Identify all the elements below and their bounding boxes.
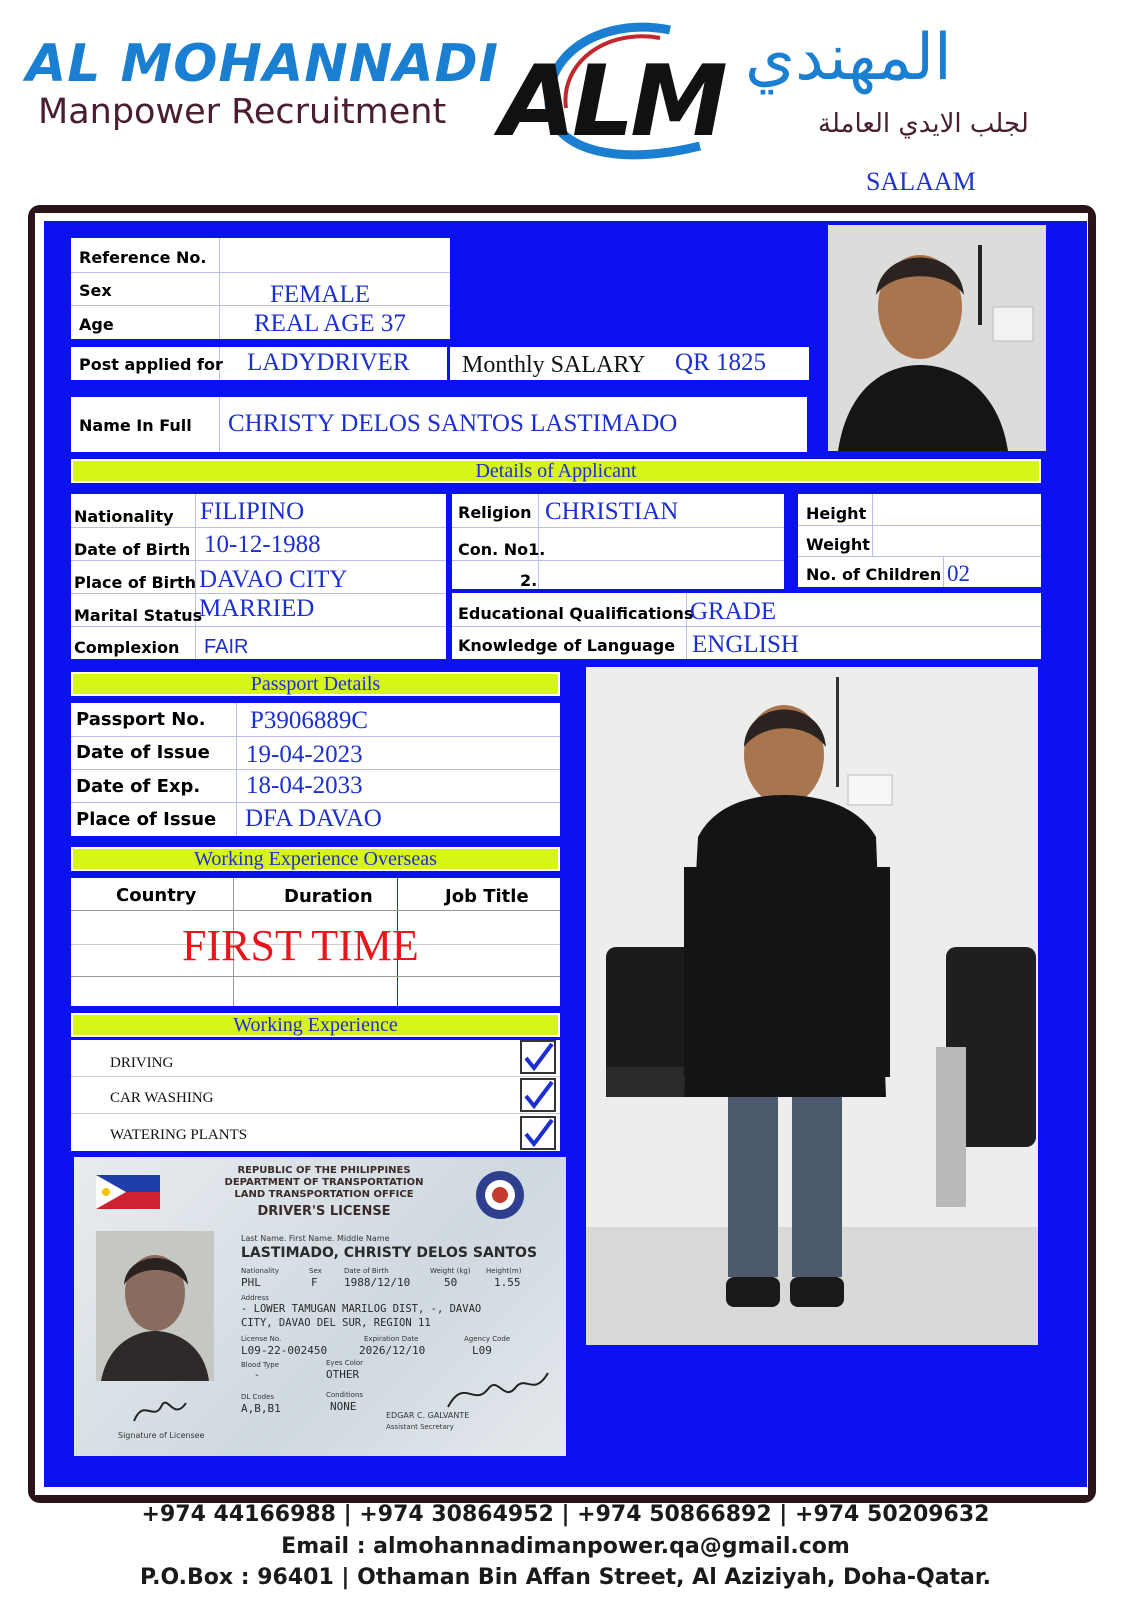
license-signature-caption: Signature of Licensee (118, 1431, 205, 1440)
experience-item: CAR WASHING (110, 1090, 214, 1106)
sex-label: Sex (79, 281, 112, 300)
issue-place-label: Place of Issue (76, 809, 217, 830)
nationality-value: FILIPINO (200, 498, 305, 525)
company-name-ar: المهندي (745, 21, 952, 95)
license-photo (96, 1231, 214, 1381)
religion-label: Religion (458, 503, 532, 522)
license-address-line2: CITY, DAVAO DEL SUR, REGION 11 (241, 1317, 431, 1329)
col-job-title: Job Title (445, 886, 529, 907)
reference-label: Reference No. (79, 248, 207, 267)
license-signatory-title: Assistant Secretary (386, 1423, 454, 1431)
applicant-full-photo (586, 667, 1038, 1345)
overseas-title: Working Experience Overseas (194, 848, 437, 870)
license-weight: 50 (444, 1276, 458, 1289)
license-dob-caption: Date of Birth (344, 1267, 389, 1275)
license-name-caption: Last Name. First Name. Middle Name (241, 1234, 390, 1243)
license-name: LASTIMADO, CHRISTY DELOS SANTOS (241, 1245, 538, 1261)
complexion-label: Complexion (74, 638, 180, 657)
dob-value: 10-12-1988 (204, 531, 321, 558)
alm-logo: ALM (500, 45, 724, 159)
children-value: 02 (947, 561, 970, 586)
marital-value: MARRIED (199, 595, 315, 622)
marital-label: Marital Status (74, 606, 203, 625)
license-nationality-caption: Nationality (241, 1267, 280, 1275)
passport-no-value: P3906889C (250, 707, 369, 734)
lto-seal-icon (474, 1169, 526, 1221)
salaam-label: SALAAM (866, 167, 976, 196)
checkmark-icon (522, 1080, 554, 1110)
license-title: DRIVER'S LICENSE (257, 1204, 391, 1219)
col-country: Country (116, 885, 197, 906)
license-signatory: EDGAR C. GALVANTE (386, 1411, 470, 1420)
age-value: REAL AGE 37 (254, 310, 406, 337)
license-height-caption: Height(m) (486, 1267, 522, 1275)
license-conditions: NONE (330, 1400, 357, 1413)
license-sex-caption: Sex (309, 1267, 322, 1275)
license-dl-codes-caption: DL Codes (241, 1393, 275, 1401)
issue-place-value: DFA DAVAO (245, 805, 382, 832)
license-department: DEPARTMENT OF TRANSPORTATION (224, 1177, 424, 1188)
company-subtitle-ar: لجلب الايدي العاملة (818, 109, 1029, 139)
contact2-label: 2. (520, 571, 538, 590)
salary-label: Monthly SALARY (462, 352, 646, 378)
headshot-illustration (828, 225, 1046, 451)
passport-no-label: Passport No. (76, 709, 206, 730)
license-eyes-caption: Eyes Color (326, 1359, 364, 1367)
footer-phones: +974 44166988 | +974 30864952 | +974 50866892 | +974 50209632 (141, 1502, 990, 1527)
license-agency-caption: Agency Code (464, 1335, 511, 1343)
drivers-license-card (74, 1157, 566, 1456)
license-height: 1.55 (494, 1276, 521, 1289)
company-subtitle-en: Manpower Recruitment (38, 92, 447, 132)
license-country: REPUBLIC OF THE PHILIPPINES (237, 1165, 411, 1176)
passport-title: Passport Details (250, 673, 381, 695)
weight-label: Weight (806, 535, 870, 554)
pob-label: Place of Birth (74, 573, 197, 592)
license-blood-caption: Blood Type (241, 1361, 280, 1369)
license-no-caption: License No. (241, 1335, 282, 1343)
experience-item: DRIVING (110, 1055, 174, 1071)
license-expiration-caption: Expiration Date (364, 1335, 419, 1343)
watering-plants-checkbox[interactable] (520, 1116, 556, 1150)
license-address-caption: Address (241, 1294, 269, 1302)
experience-title: Working Experience (233, 1014, 398, 1036)
footer-address: P.O.Box : 96401 | Othaman Bin Affan Street, Al Aziziyah, Doha-Qatar. (140, 1565, 991, 1590)
license-conditions-caption: Conditions (326, 1391, 364, 1399)
language-value: ENGLISH (692, 631, 799, 658)
licensee-signature (130, 1393, 190, 1429)
license-sex: F (311, 1276, 318, 1289)
checkmark-icon (522, 1118, 554, 1148)
license-blood: - (254, 1370, 261, 1381)
company-name-en: AL MOHANNADI (26, 34, 499, 94)
license-address-line1: - LOWER TAMUGAN MARILOG DIST, -, DAVAO (241, 1303, 482, 1315)
car-washing-checkbox[interactable] (520, 1078, 556, 1112)
license-number: L09-22-002450 (241, 1344, 328, 1357)
license-office: LAND TRANSPORTATION OFFICE (234, 1189, 414, 1200)
salary-value: QR 1825 (675, 349, 766, 376)
col-duration: Duration (284, 886, 373, 907)
license-weight-caption: Weight (kg) (430, 1267, 471, 1275)
religion-value: CHRISTIAN (545, 498, 679, 525)
experience-item: WATERING PLANTS (110, 1127, 248, 1143)
expiry-date-label: Date of Exp. (76, 776, 201, 797)
license-agency: L09 (472, 1344, 492, 1357)
license-expiration: 2026/12/10 (359, 1344, 426, 1357)
post-value: LADYDRIVER (247, 349, 410, 376)
education-label: Educational Qualifications (458, 604, 694, 623)
issue-date-label: Date of Issue (76, 742, 210, 763)
license-dob: 1988/12/10 (344, 1276, 411, 1289)
license-portrait-illustration (96, 1231, 214, 1381)
license-dl-codes: A,B,B1 (241, 1402, 281, 1415)
first-time-note: FIRST TIME (182, 921, 419, 970)
expiry-date-value: 18-04-2033 (246, 772, 363, 799)
dob-label: Date of Birth (74, 540, 191, 559)
official-signature (444, 1367, 554, 1417)
pob-value: DAVAO CITY (199, 566, 348, 593)
name-value: CHRISTY DELOS SANTOS LASTIMADO (228, 410, 678, 437)
contact1-label: Con. No1. (458, 540, 546, 559)
full-body-illustration (586, 667, 1038, 1345)
details-title: Details of Applicant (475, 460, 637, 482)
footer-email: Email : almohannadimanpower.qa@gmail.com (281, 1534, 850, 1559)
children-label: No. of Children (806, 565, 942, 584)
checkmark-icon (522, 1042, 554, 1072)
height-label: Height (806, 504, 867, 523)
philippine-flag-icon (96, 1175, 160, 1209)
language-label: Knowledge of Language (458, 636, 676, 655)
age-label: Age (79, 315, 114, 334)
issue-date-value: 19-04-2023 (246, 741, 363, 768)
license-eyes: OTHER (326, 1368, 360, 1381)
education-value: GRADE (690, 598, 777, 625)
license-nationality: PHL (241, 1276, 261, 1289)
applicant-headshot (828, 225, 1046, 451)
complexion-value: FAIR (204, 636, 249, 658)
nationality-label: Nationality (74, 507, 174, 526)
name-label: Name In Full (79, 416, 192, 435)
driving-checkbox[interactable] (520, 1040, 556, 1074)
sex-value: FEMALE (270, 281, 370, 308)
post-label: Post applied for (79, 355, 223, 374)
